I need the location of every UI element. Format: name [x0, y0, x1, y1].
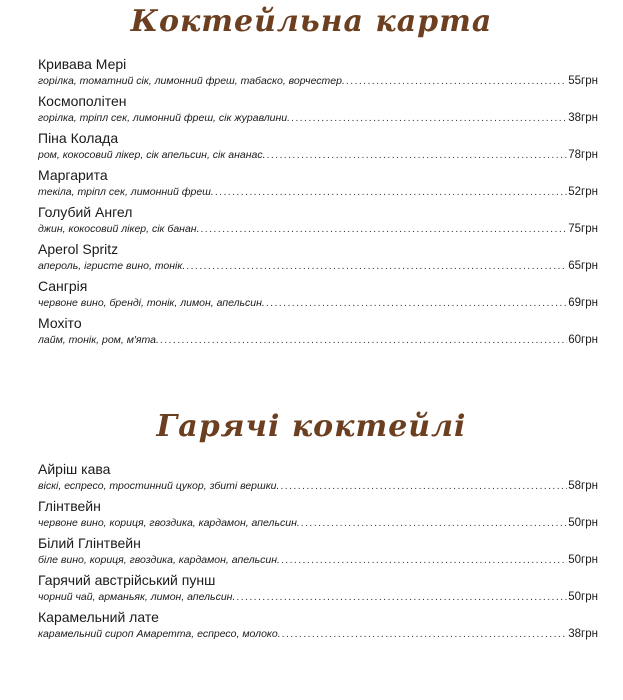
- item-price: 55грн: [568, 75, 598, 87]
- item-line: [38, 185, 598, 201]
- item-description: червоне вино, кориця, гвоздика, кардамон, апельсин.: [38, 517, 300, 529]
- item-line: [38, 479, 598, 495]
- item-name: Космополітен: [38, 93, 127, 109]
- item-description: горілка, томатний сік, лимонний фреш, табаско, ворчестер.: [38, 75, 345, 87]
- item-line: [38, 259, 598, 275]
- dot-leader: [186, 259, 567, 274]
- item-price: 60грн: [568, 334, 598, 346]
- item-price: 58грн: [568, 480, 598, 492]
- menu-item: [38, 203, 598, 240]
- item-price: 50грн: [568, 591, 598, 603]
- menu-item: [38, 497, 598, 534]
- item-price: 50грн: [568, 517, 598, 529]
- item-line: [38, 222, 598, 238]
- item-name: Айріш кава: [38, 461, 111, 477]
- item-price: 38грн: [568, 628, 598, 640]
- item-price: 65грн: [568, 260, 598, 272]
- item-price: 78грн: [568, 149, 598, 161]
- item-price: 52грн: [568, 186, 598, 198]
- item-name: Гарячий австрійський пунш: [38, 572, 216, 588]
- item-description: ром, кокосовий лікер, сік апельсин, сік ананас.: [38, 149, 266, 161]
- item-name: Маргарита: [38, 167, 108, 183]
- menu-item: [38, 571, 598, 608]
- item-name: Білий Глінтвейн: [38, 535, 141, 551]
- menu-item: [38, 129, 598, 166]
- dot-leader: [160, 333, 567, 348]
- dot-leader: [280, 479, 567, 494]
- menu-item: [38, 277, 598, 314]
- hot-cocktails-list: [38, 460, 598, 645]
- item-price: 38грн: [568, 112, 598, 124]
- item-description: текіла, тріпл сек, лимонний фреш.: [38, 186, 214, 198]
- dot-leader: [301, 516, 567, 531]
- dot-leader: [236, 590, 567, 605]
- menu-item: [38, 534, 598, 571]
- item-description: біле вино, кориця, гвоздика, кардамон, апельсин.: [38, 554, 280, 566]
- item-name: Піна Колада: [38, 130, 119, 146]
- menu-item: [38, 460, 598, 497]
- item-name: Сангрія: [38, 278, 88, 294]
- menu-item: [38, 92, 598, 129]
- menu-item: [38, 240, 598, 277]
- dot-leader: [266, 296, 567, 311]
- item-price: 75грн: [568, 223, 598, 235]
- item-description: лайм, тонік, ром, м'ята.: [38, 334, 159, 346]
- item-name: Карамельний лате: [38, 609, 159, 625]
- dot-leader: [215, 185, 567, 200]
- item-line: [38, 553, 598, 569]
- item-description: карамельний сироп Амаретта, еспресо, молоко.: [38, 628, 281, 640]
- dot-leader: [267, 148, 568, 163]
- item-description: апероль, ігристе вино, тонік.: [38, 260, 186, 272]
- item-name: Глінтвейн: [38, 498, 101, 514]
- item-price: 69грн: [568, 297, 598, 309]
- menu-item: [38, 314, 598, 351]
- item-name: Aperol Spritz: [38, 241, 119, 257]
- menu-item: [38, 55, 598, 92]
- item-description: червоне вино, бренді, тонік, лимон, апельсин.: [38, 297, 265, 309]
- item-name: Кривава Мері: [38, 56, 127, 72]
- item-description: чорний чай, арманьяк, лимон, апельсин.: [38, 591, 236, 603]
- item-line: [38, 296, 598, 312]
- section-title-hot-cocktails: Гарячі коктейлі: [156, 409, 467, 444]
- item-line: [38, 111, 598, 127]
- dot-leader: [346, 74, 567, 89]
- item-line: [38, 627, 598, 643]
- item-line: [38, 74, 598, 90]
- menu-item: [38, 608, 598, 645]
- item-description: віскі, еспресо, тростинний цукор, збиті вершки.: [38, 480, 280, 492]
- item-name: Голубий Ангел: [38, 204, 133, 220]
- item-line: [38, 148, 598, 164]
- dot-leader: [200, 222, 567, 237]
- item-name: Мохіто: [38, 315, 82, 331]
- dot-leader: [291, 111, 567, 126]
- item-line: [38, 516, 598, 532]
- item-line: [38, 590, 598, 606]
- dot-leader: [281, 553, 567, 568]
- item-description: горілка, тріпл сек, лимонний фреш, сік журавлини.: [38, 112, 291, 124]
- section-title-cocktail-menu: Коктейльна карта: [130, 4, 493, 39]
- item-line: [38, 333, 598, 349]
- item-description: джин, кокосовий лікер, сік банан.: [38, 223, 200, 235]
- item-price: 50грн: [568, 554, 598, 566]
- dot-leader: [282, 627, 568, 642]
- cocktail-menu-list: [38, 55, 598, 351]
- menu-item: [38, 166, 598, 203]
